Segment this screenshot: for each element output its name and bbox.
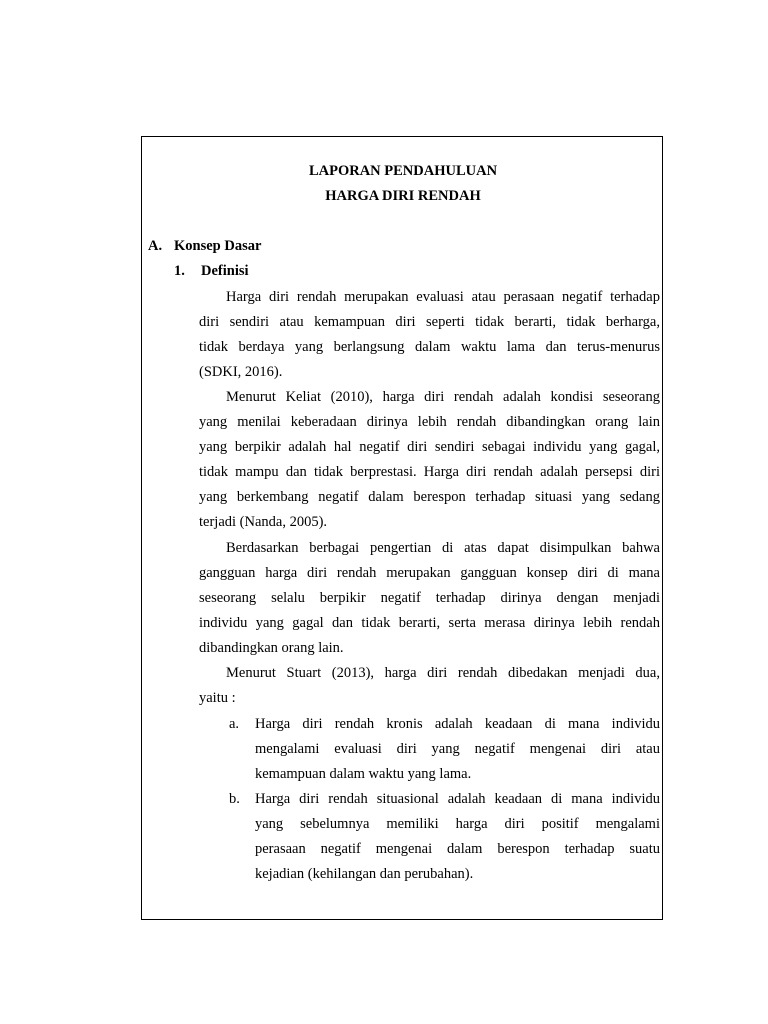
paragraph-1-line: (SDKI, 2016). xyxy=(199,364,283,380)
paragraph-3-line: seseorang selalu berpikir negatif terhadap dirinya dengan menjadi xyxy=(199,590,660,606)
paragraph-2-line: tidak mampu dan tidak berprestasi. Harga diri rendah adalah persepsi diri xyxy=(199,464,660,480)
document-title-line-2: HARGA DIRI RENDAH xyxy=(325,188,481,204)
paragraph-2-line: yang menilai keberadaan dirinya lebih rendah dibandingkan orang lain xyxy=(199,414,660,430)
paragraph-3-line: individu yang gagal dan tidak berarti, serta merasa dirinya lebih rendah xyxy=(199,615,660,631)
document-title-line-1: LAPORAN PENDAHULUAN xyxy=(308,163,498,179)
list-item-a-line: Harga diri rendah kronis adalah keadaan di mana individu xyxy=(255,716,660,732)
document-page-frame xyxy=(141,136,663,920)
paragraph-1-line: Harga diri rendah merupakan evaluasi atau perasaan negatif terhadap xyxy=(226,289,660,305)
section-a-marker: A. xyxy=(148,238,163,254)
paragraph-4-line: Menurut Stuart (2013), harga diri rendah dibedakan menjadi dua, xyxy=(226,665,660,681)
list-item-a-line: kemampuan dalam waktu yang lama. xyxy=(255,766,472,782)
list-item-b-line: Harga diri rendah situasional adalah keadaan di mana individu xyxy=(255,791,660,807)
paragraph-1-line: diri sendiri atau kemampuan diri seperti tidak berarti, tidak berharga, xyxy=(199,314,660,330)
subsection-1-marker: 1. xyxy=(174,263,185,279)
list-item-b-marker: b. xyxy=(229,791,240,807)
paragraph-3-line: dibandingkan orang lain. xyxy=(199,640,344,656)
paragraph-2-line: terjadi (Nanda, 2005). xyxy=(199,514,328,530)
paragraph-3-line: Berdasarkan berbagai pengertian di atas dapat disimpulkan bahwa xyxy=(226,540,660,556)
list-item-a-line: mengalami evaluasi diri yang negatif mengenai diri atau xyxy=(255,741,660,757)
list-item-a-marker: a. xyxy=(229,716,240,732)
paragraph-3-line: gangguan harga diri rendah merupakan gangguan konsep diri di mana xyxy=(199,565,660,581)
paragraph-2-line: Menurut Keliat (2010), harga diri rendah adalah kondisi seseorang xyxy=(226,389,660,405)
paragraph-4-line: yaitu : xyxy=(199,690,236,706)
subsection-1-heading: Definisi xyxy=(201,263,249,279)
paragraph-2-line: yang berpikir adalah hal negatif diri sendiri sebagai individu yang gagal, xyxy=(199,439,660,455)
list-item-b-line: perasaan negatif mengenai dalam berespon terhadap suatu xyxy=(255,841,660,857)
paragraph-2-line: yang berkembang negatif dalam berespon terhadap situasi yang sedang xyxy=(199,489,660,505)
list-item-b-line: kejadian (kehilangan dan perubahan). xyxy=(255,866,474,882)
list-item-b-line: yang sebelumnya memiliki harga diri positif mengalami xyxy=(255,816,660,832)
paragraph-1-line: tidak berdaya yang berlangsung dalam waktu lama dan terus-menurus xyxy=(199,339,660,355)
section-a-heading: Konsep Dasar xyxy=(174,238,262,254)
